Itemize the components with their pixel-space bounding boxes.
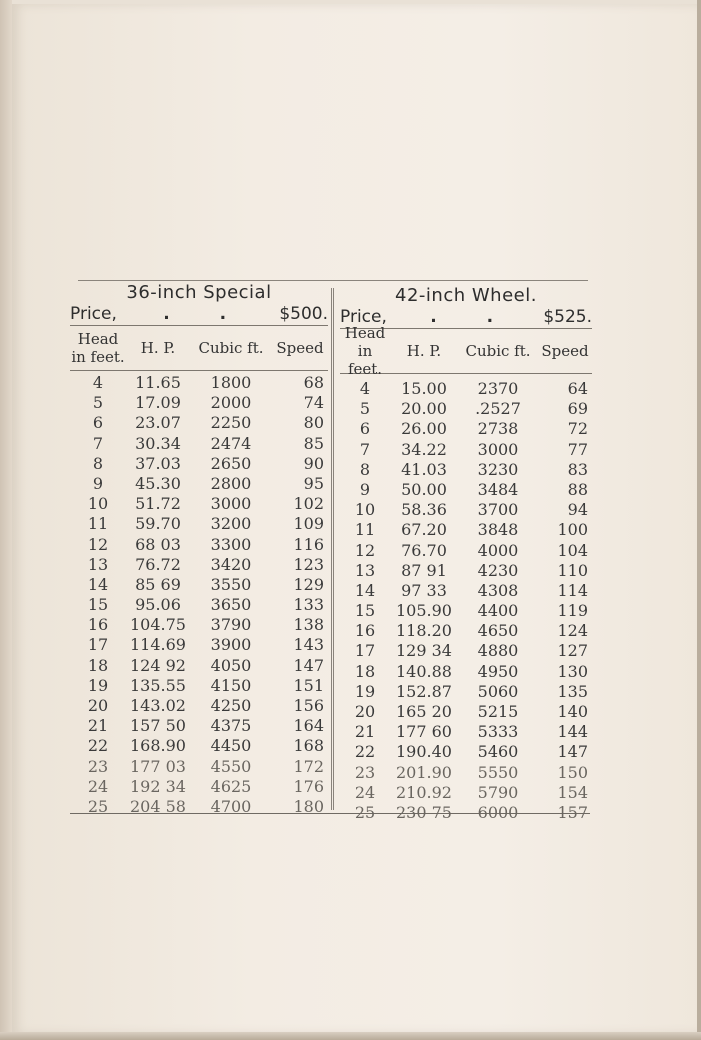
table-row: [340, 742, 592, 762]
cubic-cell: 2650: [210, 453, 252, 473]
hp-cell: 34.22: [401, 439, 447, 459]
speed-cell: 180: [293, 796, 324, 816]
cubic-cell: 4700: [210, 796, 252, 816]
head-cell: 16: [87, 615, 109, 635]
cubic-cell: 4308: [477, 580, 519, 600]
hp-column-header: H. P.: [140, 339, 176, 357]
head-cell: 9: [359, 479, 371, 499]
head-header-line2: in feet.: [71, 348, 125, 366]
head-header-line2: in feet.: [347, 342, 383, 378]
hp-cell: 17.09: [135, 393, 181, 413]
speed-cell: 100: [557, 520, 588, 540]
speed-cell: 83: [567, 459, 588, 479]
hp-cell: 50.00: [401, 479, 447, 499]
hp-cell: 68 03: [135, 534, 181, 554]
table-body: [340, 379, 592, 823]
hp-cell: 67.20: [401, 520, 447, 540]
speed-cell: 116: [293, 534, 324, 554]
hp-cell: 152.87: [396, 681, 452, 701]
table-row: [340, 702, 592, 722]
table-row: [70, 635, 328, 655]
hp-cell: 85 69: [135, 574, 181, 594]
hp-cell: 118.20: [396, 621, 452, 641]
page-left-edge: [0, 0, 12, 1040]
hp-cell: 76.70: [401, 540, 447, 560]
speed-cell: 90: [303, 453, 324, 473]
speed-cell: 144: [557, 722, 588, 742]
cubic-cell: 5550: [477, 762, 519, 782]
table-row: [70, 696, 328, 716]
hp-cell: 165 20: [396, 702, 452, 721]
head-cell: 24: [87, 776, 109, 796]
price-leader-dots: . .: [163, 304, 249, 324]
speed-cell: 109: [293, 514, 324, 534]
speed-cell: 168: [293, 736, 324, 756]
cubic-cell: 3790: [210, 615, 252, 635]
head-cell: 25: [354, 802, 376, 822]
head-cell: 10: [87, 494, 109, 514]
head-cell: 15: [354, 601, 376, 621]
head-cell: 16: [354, 621, 376, 641]
speed-cell: 74: [303, 393, 324, 413]
hp-cell: 26.00: [401, 419, 447, 439]
hp-cell: 37.03: [135, 453, 181, 473]
table-row: [70, 555, 328, 575]
speed-cell: 80: [303, 413, 324, 433]
price-label: Price,: [70, 304, 117, 324]
table-row: [70, 656, 328, 676]
hp-cell: 204 58: [130, 796, 186, 816]
speed-cell: 85: [303, 433, 324, 453]
hp-cell: 177 60: [396, 722, 452, 742]
speed-cell: 110: [557, 560, 588, 580]
head-cell: 5: [92, 393, 104, 413]
hp-cell: 140.88: [396, 661, 452, 681]
table-body: [70, 373, 328, 817]
head-cell: 14: [87, 574, 109, 594]
table-row: [340, 440, 592, 460]
speed-cell: 88: [567, 479, 588, 499]
table-row: [70, 797, 328, 817]
hp-cell: 135.55: [130, 675, 186, 695]
cubic-cell: 3700: [477, 500, 519, 520]
speed-cell: 77: [567, 439, 588, 459]
cubic-column-header: Cubic ft.: [198, 339, 264, 357]
head-cell: 20: [354, 702, 376, 721]
table-row: [340, 601, 592, 621]
table-row: [70, 736, 328, 756]
cubic-cell: 3550: [210, 574, 252, 594]
head-cell: 12: [87, 534, 109, 554]
cubic-cell: 2250: [210, 413, 252, 433]
column-divider: [331, 288, 334, 810]
head-cell: 24: [354, 782, 376, 802]
page-right-edge: [697, 0, 701, 1040]
speed-cell: 138: [293, 615, 324, 635]
table-row: [70, 474, 328, 494]
cubic-cell: 4950: [477, 661, 519, 681]
cubic-cell: 3484: [477, 479, 519, 499]
page-bottom-edge: [0, 1032, 701, 1040]
table-row: [340, 662, 592, 682]
cubic-cell: 3000: [477, 439, 519, 459]
table-row: [70, 575, 328, 595]
hp-cell: 95.06: [135, 595, 181, 615]
head-cell: 10: [354, 500, 376, 520]
hp-cell: 20.00: [401, 399, 447, 419]
cubic-cell: 2370: [477, 379, 519, 398]
head-column-header: [70, 330, 126, 366]
table-row: [340, 621, 592, 641]
speed-cell: 156: [293, 696, 324, 715]
speed-cell: 119: [557, 601, 588, 621]
table-row: [70, 413, 328, 433]
head-cell: 14: [354, 580, 376, 600]
hp-cell: 58.36: [401, 500, 447, 520]
head-cell: 6: [359, 419, 371, 439]
cubic-cell: 1800: [210, 373, 252, 392]
cubic-cell: 4150: [210, 675, 252, 695]
cubic-cell: 5460: [477, 742, 519, 762]
price-label: Price,: [340, 307, 387, 327]
speed-cell: 69: [567, 399, 588, 419]
head-cell: 17: [354, 641, 376, 661]
speed-cell: 154: [557, 782, 588, 802]
table-row: [70, 676, 328, 696]
cubic-cell: 3900: [210, 635, 252, 655]
head-header-line1: Head: [77, 330, 119, 348]
table-row: [340, 399, 592, 419]
cubic-cell: 6000: [477, 802, 519, 822]
cubic-cell: 2738: [477, 419, 519, 439]
speed-cell: 133: [293, 595, 324, 615]
cubic-cell: 3300: [210, 534, 252, 554]
cubic-cell: .2527: [475, 399, 521, 419]
hp-cell: 210.92: [396, 782, 452, 802]
speed-cell: 104: [557, 540, 588, 560]
speed-cell: 172: [293, 756, 324, 776]
cubic-cell: 4000: [477, 540, 519, 560]
head-cell: 22: [87, 736, 109, 756]
speed-cell: 143: [293, 635, 324, 655]
cubic-cell: 4625: [210, 776, 252, 796]
hp-cell: 114.69: [130, 635, 186, 655]
column-headers: [70, 326, 328, 370]
hp-cell: 41.03: [401, 459, 447, 479]
head-cell: 19: [354, 681, 376, 701]
cubic-cell: 3000: [210, 494, 252, 514]
head-cell: 18: [87, 655, 109, 675]
speed-cell: 123: [293, 554, 324, 574]
cubic-cell: 5333: [477, 722, 519, 742]
table-row: [70, 716, 328, 736]
speed-cell: 151: [293, 675, 324, 695]
cubic-cell: 5790: [477, 782, 519, 802]
table-row: [340, 722, 592, 742]
hp-cell: 192 34: [130, 776, 186, 796]
table-row: [340, 581, 592, 601]
price-row: [70, 304, 328, 324]
cubic-cell: 4400: [477, 601, 519, 621]
speed-cell: 68: [303, 373, 324, 392]
head-cell: 5: [359, 399, 371, 419]
hp-cell: 124 92: [130, 655, 186, 675]
hp-column-header: H. P.: [406, 342, 442, 360]
hp-cell: 45.30: [135, 473, 181, 493]
hp-cell: 177 03: [130, 756, 186, 776]
speed-cell: 135: [557, 681, 588, 701]
cubic-column-header: Cubic ft.: [465, 342, 531, 360]
cubic-cell: 4450: [210, 736, 252, 756]
top-rule: [78, 280, 588, 281]
speed-cell: 64: [567, 379, 588, 398]
head-cell: 17: [87, 635, 109, 655]
speed-cell: 114: [557, 580, 588, 600]
cubic-cell: 4375: [210, 716, 252, 736]
cubic-cell: 3650: [210, 595, 252, 615]
hp-cell: 105.90: [396, 601, 452, 621]
head-cell: 23: [354, 762, 376, 782]
head-cell: 11: [354, 520, 376, 540]
head-cell: 13: [354, 560, 376, 580]
speed-cell: 129: [293, 574, 324, 594]
speed-cell: 147: [293, 655, 324, 675]
table-row: [70, 373, 328, 393]
hp-cell: 143.02: [130, 696, 186, 715]
table-row: [70, 434, 328, 454]
table-row: [340, 763, 592, 783]
hp-cell: 129 34: [396, 641, 452, 661]
speed-cell: 147: [557, 742, 588, 762]
hp-cell: 230 75: [396, 802, 452, 822]
head-cell: 13: [87, 554, 109, 574]
hp-cell: 76.72: [135, 554, 181, 574]
hp-cell: 30.34: [135, 433, 181, 453]
table-row: [70, 514, 328, 534]
table-row: [70, 393, 328, 413]
cubic-cell: 2800: [210, 473, 252, 493]
table-row: [340, 682, 592, 702]
head-cell: 25: [87, 796, 109, 816]
hp-cell: 157 50: [130, 716, 186, 736]
head-cell: 4: [359, 379, 371, 398]
speed-cell: 72: [567, 419, 588, 439]
hp-cell: 11.65: [135, 373, 181, 392]
hp-cell: 15.00: [401, 379, 447, 398]
head-column-header: [340, 324, 390, 378]
table-row: [340, 460, 592, 480]
table-row: [70, 595, 328, 615]
table-row: [340, 379, 592, 399]
speed-cell: 130: [557, 661, 588, 681]
table-row: [340, 783, 592, 803]
cubic-cell: 2474: [210, 433, 252, 453]
cubic-cell: 4250: [210, 696, 252, 715]
table-row: [70, 535, 328, 555]
cubic-cell: 3420: [210, 554, 252, 574]
cubic-cell: 4880: [477, 641, 519, 661]
price-leader-dots: . .: [430, 307, 516, 327]
table-title: 42-inch Wheel.: [395, 285, 537, 306]
head-cell: 7: [359, 439, 371, 459]
hp-cell: 104.75: [130, 615, 186, 635]
special-36-inch-table: [70, 282, 328, 817]
head-cell: 6: [92, 413, 104, 433]
cubic-cell: 5060: [477, 681, 519, 701]
table-row: [340, 561, 592, 581]
head-cell: 15: [87, 595, 109, 615]
column-headers: [340, 324, 592, 378]
head-cell: 18: [354, 661, 376, 681]
speed-cell: 95: [303, 473, 324, 493]
hp-cell: 201.90: [396, 762, 452, 782]
cubic-cell: 2000: [210, 393, 252, 413]
table-row: [70, 615, 328, 635]
cubic-cell: 4550: [210, 756, 252, 776]
cubic-cell: 5215: [477, 702, 519, 721]
speed-cell: 94: [567, 500, 588, 520]
speed-column-header: Speed: [541, 342, 589, 360]
head-cell: 4: [92, 373, 104, 392]
hp-cell: 59.70: [135, 514, 181, 534]
head-cell: 21: [354, 722, 376, 742]
table-row: [340, 520, 592, 540]
head-cell: 9: [92, 473, 104, 493]
table-row: [70, 777, 328, 797]
speed-cell: 102: [293, 494, 324, 514]
head-cell: 11: [87, 514, 109, 534]
column-header-rule: [70, 370, 328, 371]
price-value: $525.: [543, 307, 592, 327]
table-row: [340, 480, 592, 500]
table-row: [70, 454, 328, 474]
head-cell: 8: [359, 459, 371, 479]
head-cell: 23: [87, 756, 109, 776]
cubic-cell: 4650: [477, 621, 519, 641]
table-row: [340, 419, 592, 439]
table-row: [340, 500, 592, 520]
wheel-42-inch-table: [340, 285, 592, 823]
speed-cell: 150: [557, 762, 588, 782]
head-cell: 12: [354, 540, 376, 560]
cubic-cell: 3230: [477, 459, 519, 479]
price-value: $500.: [279, 304, 328, 324]
table-row: [70, 757, 328, 777]
hp-cell: 190.40: [396, 742, 452, 762]
table-row: [340, 803, 592, 823]
cubic-cell: 4050: [210, 655, 252, 675]
table-row: [340, 541, 592, 561]
speed-cell: 127: [557, 641, 588, 661]
head-cell: 20: [87, 696, 109, 715]
cubic-cell: 3200: [210, 514, 252, 534]
speed-column-header: Speed: [276, 339, 324, 357]
hp-cell: 87 91: [401, 560, 447, 580]
head-cell: 7: [92, 433, 104, 453]
head-cell: 8: [92, 453, 104, 473]
table-title: 36-inch Special: [126, 282, 272, 303]
hp-cell: 51.72: [135, 494, 181, 514]
speed-cell: 176: [293, 776, 324, 796]
table-row: [70, 494, 328, 514]
head-cell: 19: [87, 675, 109, 695]
hp-cell: 97 33: [401, 580, 447, 600]
speed-cell: 124: [557, 621, 588, 641]
head-cell: 22: [354, 742, 376, 762]
speed-cell: 164: [293, 716, 324, 736]
speed-cell: 157: [557, 802, 588, 822]
hp-cell: 23.07: [135, 413, 181, 433]
cubic-cell: 3848: [477, 520, 519, 540]
hp-cell: 168.90: [130, 736, 186, 756]
head-cell: 21: [87, 716, 109, 736]
cubic-cell: 4230: [477, 560, 519, 580]
speed-cell: 140: [557, 702, 588, 721]
head-header-line1: Head: [344, 324, 386, 342]
table-row: [340, 641, 592, 661]
